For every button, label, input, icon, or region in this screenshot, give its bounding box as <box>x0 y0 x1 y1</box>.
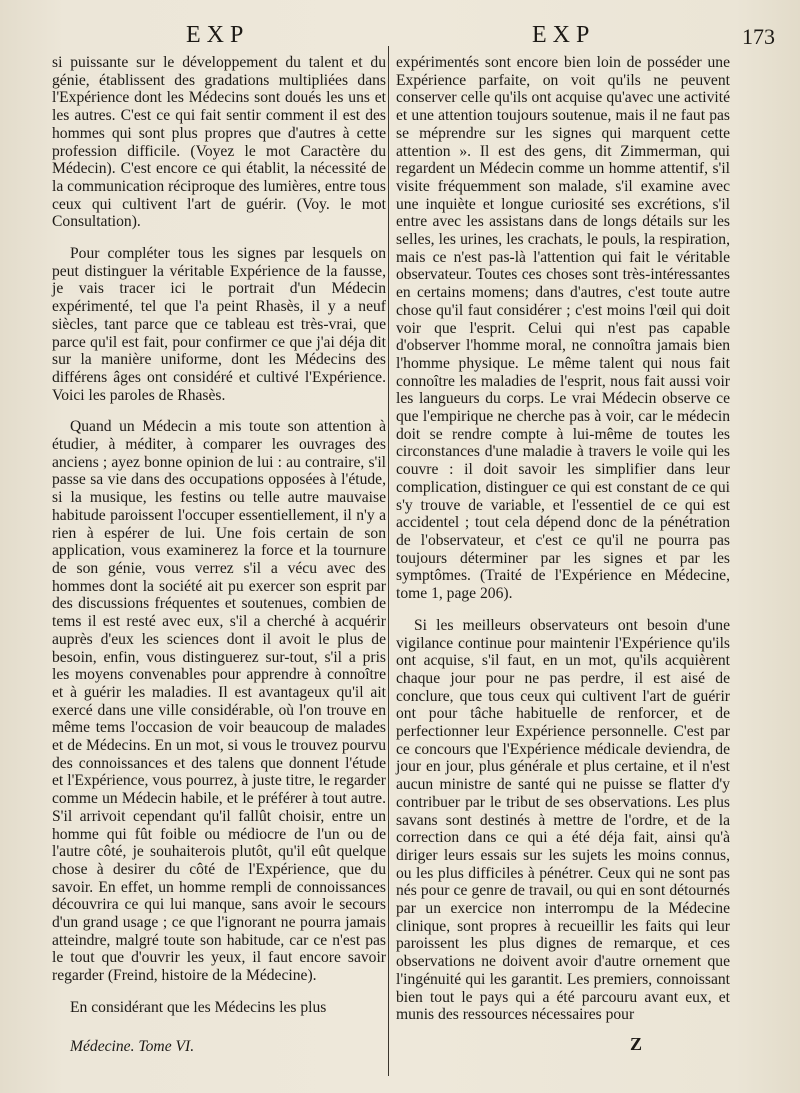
footer-volume: Médecine. Tome VI. <box>70 1038 195 1055</box>
running-header <box>0 18 800 54</box>
left-paragraph-1: si puissante sur le développement du talent et du génie, établissent des gradations multipliées dans l'Expérience dont les Médecins sont doués les uns et les autres. C'est ce qui fait sentir comment il est des hommes qui sont plus propres que d'autres à cette profession difficile. (Voyez le mot Caractère du Médecin). C'est encore ce qui établit, la nécessité de la communication réciproque des lumières, entre tous ceux qui cultivent l'art de guérir. (Voy. le mot Consultation). <box>52 54 386 231</box>
header-left-word: EXP <box>186 22 250 48</box>
right-paragraph-2: Si les meilleurs observateurs ont besoin d'une vigilance continue pour maintenir l'Expérience qu'ils ont acquise, s'il faut, en un mot, qu'ils acquièrent chaque jour pour ne pas perdre, il est aisé de conclure, que tous ceux qui cultivent l'art de guérir ont pour tâche habituelle de renforcer, et de perfectionner leur Expérience personnelle. C'est par ce concours que l'Expérience médicale deviendra, de jour en jour, plus générale et plus certaine, et il n'est aucun ministre de santé qui ne puisse se flatter d'y contribuer par le tribut de ses observations. Les plus savans sont destinés à mettre de l'ordre, et de la correction dans ce qui a été déja fait, ainsi qu'à diriger leurs essais sur les sujets les moins connus, ou les plus difficiles à pénétrer. Ceux qui ne sont pas nés pour ce genre de travail, ou qui en sont détournés par un exercice non interrompu de la Médecine clinique, sont propres à recueillir les faits qui leur paroissent les plus dignes de remarque, et ces observations ne doivent avoir d'autre ornement que l'ingénuité qui les garantit. Les premiers, connoissant bien tout le pays qui a été parcouru avant eux, et munis des ressources nécessaires pour <box>396 616 730 1024</box>
left-paragraph-2: Pour compléter tous les signes par lesquels on peut distinguer la véritable Expérience de la fausse, je vais tracer ici le portrait d'un Médecin expérimenté, tel que l'a peint Rhasès, il y a neuf siècles, tant parce que ce tableau est très-vrai, que parce qu'il est fait, pour confirmer ce que j'ai déja dit sur la manière uniforme, dont les Médecins des différens âges ont considéré et cultivé l'Expérience. Voici les paroles de Rhasès. <box>52 245 386 404</box>
right-paragraph-1: expérimentés sont encore bien loin de posséder une Expérience parfaite, on voit qu'ils ne peuvent conserver celle qu'ils ont acquise qu'avec une activité et une attention toujours soutenue, mais il ne faut pas se méprendre sur les signes qui marquent cette attention ». Il est des gens, dit Zimmerman, qui regardent un Médecin comme un homme attentif, s'il visite fréquemment son malade, s'il examine avec une inquiète et longue curiosité ses excrétions, s'il entre avec les assistans dans de longs détails sur les selles, les urines, les crachats, le pouls, la respiration, mais ce n'est pas-là l'attention qui fait le véritable observateur. Toutes ces choses sont très-intéressantes en certains momens; dans d'autres, c'est toute autre chose qu'il faut considérer ; c'est moins l'œil qui doit voir que l'esprit. Celui qui n'est pas capable d'observer l'homme moral, ne connoîtra jamais bien l'homme physique. Le même talent qui nous fait connoître les maladies de l'esprit, nous fait aussi voir les langueurs du corps. Le vrai Médecin observe ce que l'empirique ne cherche pas à voir, car le médecin doit se rendre compte à lui-même de toutes les circonstances d'une maladie à travers le voile qui les couvre : il doit savoir les simplifier dans leur complication, distinguer ce qui est constant de ce qui s'y trouve de variable, et l'essentiel de ce qui est accidentel ; tout cela dépend donc de la pénétration de l'observateur, et c'est ce qu'il ne pourra pas toujours déterminer par les signes et par les symptômes. (Traité de l'Expérience en Médecine, tome 1, page 206). <box>396 54 730 603</box>
left-column <box>52 54 386 1017</box>
column-divider <box>388 46 389 1076</box>
left-paragraph-4: En considérant que les Médecins les plus <box>70 998 327 1016</box>
header-right-word: EXP <box>532 22 596 48</box>
left-paragraph-3: Quand un Médecin a mis toute son attention à étudier, à méditer, à comparer les ouvrages des anciens ; ayez bonne opinion de lui : au contraire, s'il passe sa vie dans des occupations opposées à l'étude, si la musique, les festins ou telle autre mauvaise habitude paroissent l'occuper essentiellement, il n'y a rien à espérer de lui. Une fois certain de son application, vous examinerez la force et la tournure de son génie, vous verrez s'il a vécu avec des hommes dont la société ait pu exercer son esprit par des discussions fréquentes et soutenues, combien de tems il est resté avec eux, s'il a cherché à acquérir auprès d'eux les sciences dont il avoit le plus de besoin, enfin, vous distinguerez sur-tout, s'il a pris les moyens convenables pour apprendre à connoître et à guérir les maladies. Il est avantageux qu'il ait exercé dans une ville considérable, où l'on trouve en même tems l'occasion de voir beaucoup de malades et de Médecins. En un mot, si vous le trouvez pourvu des connoissances et des talens que donnent l'étude et l'Expérience, vous pourrez, à juste titre, le regarder comme un Médecin habile, et le préférer à tout autre. S'il arrivoit cependant qu'il fallût choisir, entre un homme qui fût foible ou médiocre de l'un ou de l'autre côté, je souhaiterois plutôt, qu'il eût quelque chose à desirer du côté de l'Expérience, que du savoir. En effet, un homme rempli de connoissances découvrira ce qui lui manque, sans avoir le secours d'un grand usage ; ce que l'ignorant ne pourra jamais atteindre, malgré toute son habitude, car ce n'est pas le tout que d'ouvrir les yeux, il faut encore savoir regarder (Freind, histoire de la Médecine). <box>52 418 386 985</box>
right-column <box>396 54 730 1024</box>
page-number: 173 <box>742 24 775 49</box>
footer-signature: Z <box>630 1034 643 1054</box>
